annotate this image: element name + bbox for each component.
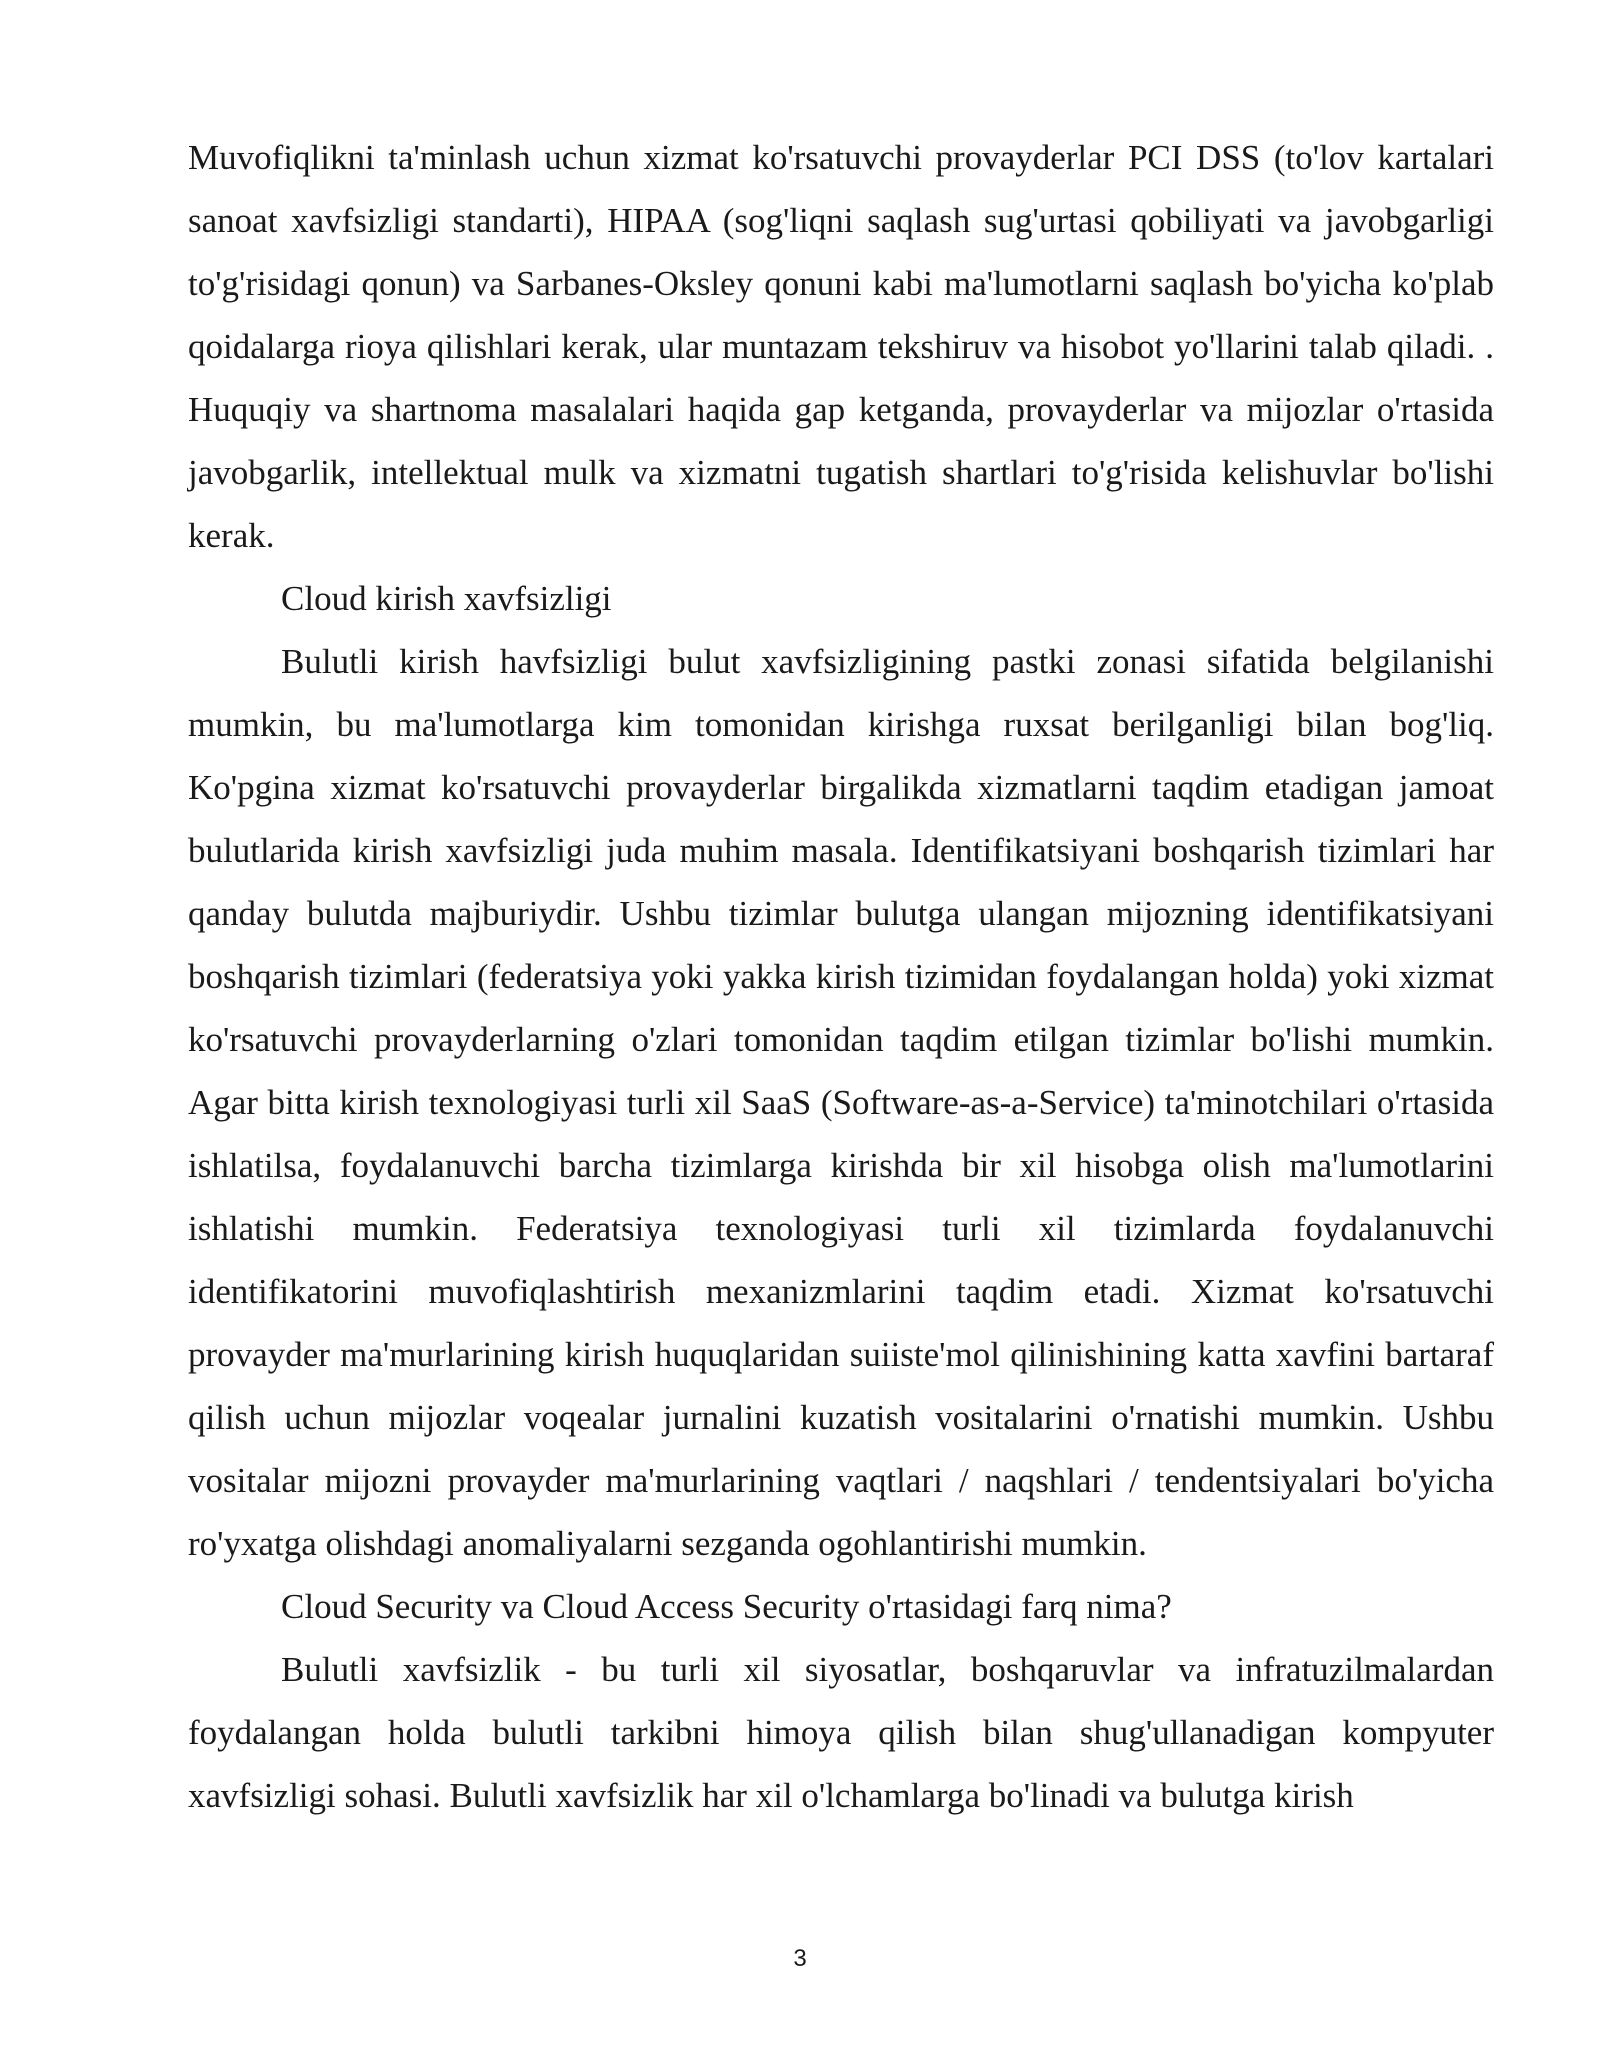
paragraph-compliance: Muvofiqlikni ta'minlash uchun xizmat ko'rsatuvchi provayderlar PCI DSS (to'lov kartalari sanoat xavfsizligi standarti), HIPAA (sog'liqni saqlash sug'urtasi qobiliyati va javobgarligi to'g'risidagi qonun) va Sarbanes-Oksley qonuni kabi ma'lumotlarni saqlash bo'yicha ko'plab qoidalarga rioya qilishlari kerak, ular muntazam tekshiruv va hisobot yo'llarini talab qiladi. . Huquqiy va shartnoma masalalari haqida gap ketganda, provayderlar va mijozlar o'rtasida javobgarlik, intellektual mulk va xizmatni tugatish shartlari to'g'risida kelishuvlar bo'lishi kerak. [188,138,1494,555]
paragraph-cloud-security-definition: Bulutli xavfsizlik - bu turli xil siyosatlar, boshqaruvlar va infratuzilmalardan foydalangan holda bulutli tarkibni himoya qilish bilan shug'ullanadigan kompyuter xavfsizligi sohasi. Bulutli xavfsizlik har xil o'lchamlarga bo'linadi va bulutga kirish [188,1650,1494,1815]
section-heading-difference: Cloud Security va Cloud Access Security o'rtasidagi farq nima? [281,1587,1172,1626]
page-number: 3 [793,1945,807,1972]
section-heading-cloud-access-security: Cloud kirish xavfsizligi [281,579,612,618]
paragraph-cloud-access-security: Bulutli kirish havfsizligi bulut xavfsizligining pastki zonasi sifatida belgilanishi mumkin, bu ma'lumotlarga kim tomonidan kirishga ruxsat berilganligi bilan bog'liq. Ko'pgina xizmat ko'rsatuvchi provayderlar birgalikda xizmatlarni taqdim etadigan jamoat bulutlarida kirish xavfsizligi juda muhim masala. Identifikatsiyani boshqarish tizimlari har qanday bulutda majburiydir. Ushbu tizimlar bulutga ulangan mijozning identifikatsiyani boshqarish tizimlari (federatsiya yoki yakka kirish tizimidan foydalangan holda) yoki xizmat ko'rsatuvchi provayderlarning o'zlari tomonidan taqdim etilgan tizimlar bo'lishi mumkin. Agar bitta kirish texnologiyasi turli xil SaaS (Software-as-a-Service) ta'minotchilari o'rtasida ishlatilsa, foydalanuvchi barcha tizimlarga kirishda bir xil hisobga olish ma'lumotlarini ishlatishi mumkin. Federatsiya texnologiyasi turli xil tizimlarda foydalanuvchi identifikatorini muvofiqlashtirish mexanizmlarini taqdim etadi. Xizmat ko'rsatuvchi provayder ma'murlarining kirish huquqlaridan suiiste'mol qilinishining katta xavfini bartaraf qilish uchun mijozlar voqealar jurnalini kuzatish vositalarini o'rnatishi mumkin. Ushbu vositalar mijozni provayder ma'murlarining vaqtlari / naqshlari / tendentsiyalari bo'yicha ro'yxatga olishdagi anomaliyalarni sezganda ogohlantirishi mumkin. [188,642,1494,1563]
document-body [188,126,1494,1827]
